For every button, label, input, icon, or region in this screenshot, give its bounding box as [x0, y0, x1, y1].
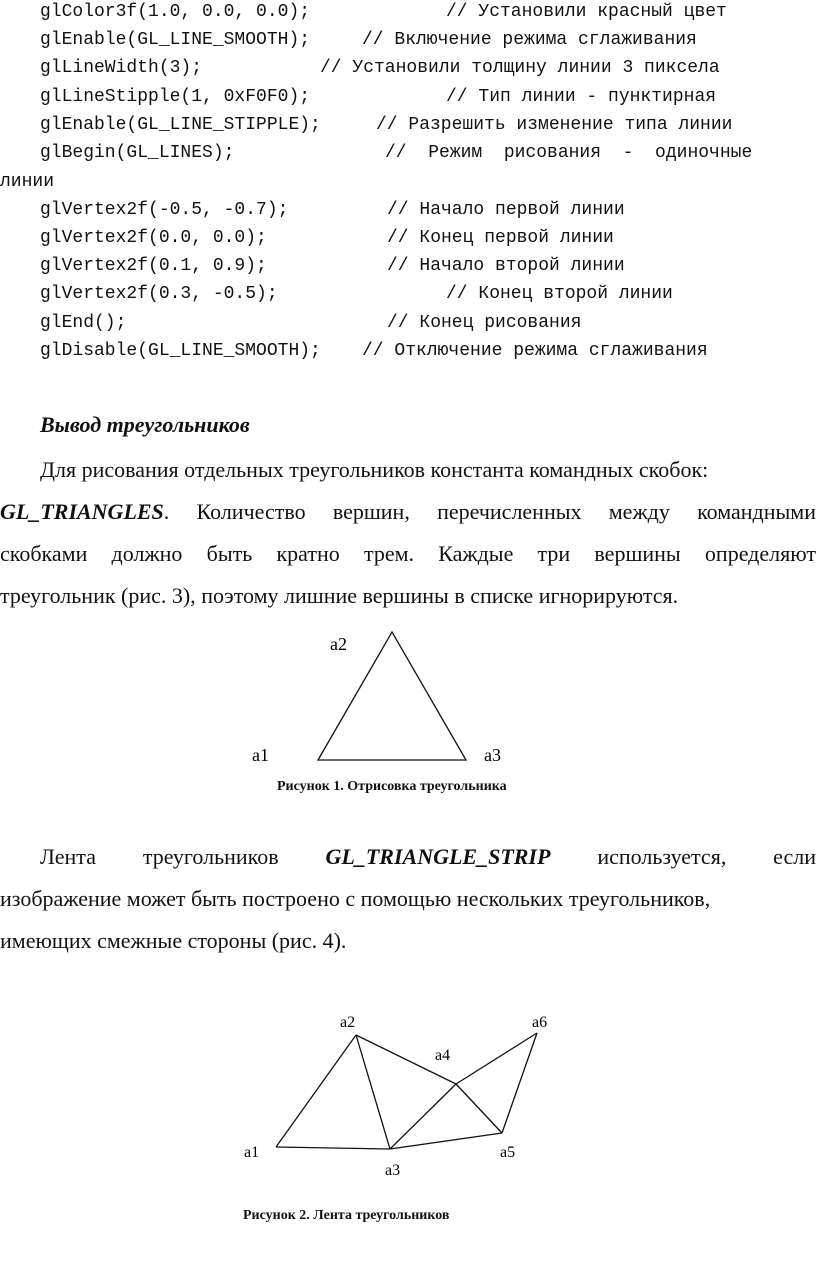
- code-comment: // Отключение режима сглаживания: [362, 341, 708, 361]
- figure-1-caption: Рисунок 1. Отрисовка треугольника: [277, 779, 507, 794]
- paragraph-line: имеющих смежные стороны (рис. 4).: [0, 928, 347, 953]
- vertex-label-a1: a1: [252, 745, 269, 765]
- vertex-label-a3: a3: [385, 1162, 401, 1179]
- code-comment: // Разрешить изменение типа линии: [376, 115, 733, 135]
- paragraph-line: Лента треугольников GL_TRIANGLE_STRIP используется, если: [40, 844, 816, 869]
- code-line: glVertex2f(0.3, -0.5);: [40, 284, 278, 304]
- paragraph-line: GL_TRIANGLES. Количество вершин, перечисленных между командными: [0, 499, 816, 524]
- figure-triangle-strip: [230, 1000, 570, 1190]
- code-line: glEnable(GL_LINE_STIPPLE);: [40, 115, 321, 135]
- paragraph-line: Для рисования отдельных треугольников константа командных скобок:: [40, 457, 709, 482]
- code-line: glVertex2f(-0.5, -0.7);: [40, 200, 289, 220]
- figure-triangle: [240, 620, 560, 780]
- code-comment: // Начало первой линии: [387, 200, 625, 220]
- vertex-label-a5: a5: [500, 1144, 516, 1161]
- code-comment-continuation: линии: [0, 172, 55, 192]
- code-line: glEnable(GL_LINE_SMOOTH);: [40, 30, 311, 50]
- vertex-label-a2: a2: [330, 634, 347, 654]
- strip-edges: [276, 1033, 537, 1149]
- code-comment: // Конец первой линии: [387, 228, 614, 248]
- vertex-label-a6: a6: [532, 1014, 548, 1031]
- figure-2-caption: Рисунок 2. Лента треугольников: [243, 1208, 450, 1223]
- code-line: glVertex2f(0.0, 0.0);: [40, 228, 267, 248]
- paragraph-triangle-strip: [0, 836, 816, 966]
- code-comment: // Конец рисования: [387, 313, 582, 333]
- code-comment: // Конец второй линии: [446, 284, 673, 304]
- section-heading: Вывод треугольников: [40, 412, 250, 437]
- code-line: glLineStipple(1, 0xF0F0);: [40, 87, 311, 107]
- code-comment: // Установили толщину линии 3 пиксела: [320, 58, 720, 78]
- code-comment: // Включение режима сглаживания: [362, 30, 697, 50]
- vertex-labels: [244, 1014, 547, 1179]
- code-comment: // Тип линии - пунктирная: [446, 87, 717, 107]
- code-line: glVertex2f(0.1, 0.9);: [40, 256, 267, 276]
- vertex-label-a3: a3: [484, 745, 501, 765]
- code-line: glBegin(GL_LINES);: [40, 143, 235, 163]
- code-comment: // Режим рисования - одиночные: [385, 143, 753, 163]
- paragraph-line: скобками должно быть кратно трем. Каждые три вершины определяют: [0, 541, 816, 566]
- paragraph-line: изображение может быть построено с помощью нескольких треугольников,: [0, 886, 711, 911]
- vertex-label-a1: a1: [244, 1144, 260, 1161]
- vertex-label-a2: a2: [340, 1014, 356, 1031]
- vertex-label-a4: a4: [435, 1047, 451, 1064]
- code-line: glDisable(GL_LINE_SMOOTH);: [40, 341, 321, 361]
- code-line: glLineWidth(3);: [40, 58, 203, 78]
- code-comment: // Начало второй линии: [387, 256, 625, 276]
- code-line: glEnd();: [40, 313, 127, 333]
- code-comment: // Установили красный цвет: [446, 2, 727, 22]
- paragraph-triangles: [0, 449, 816, 619]
- paragraph-line: треугольник (рис. 3), поэтому лишние вершины в списке игнорируются.: [0, 583, 679, 608]
- term-gl-triangle-strip: GL_TRIANGLE_STRIP: [325, 844, 551, 869]
- term-gl-triangles: GL_TRIANGLES: [0, 499, 164, 524]
- code-line: glColor3f(1.0, 0.0, 0.0);: [40, 2, 311, 22]
